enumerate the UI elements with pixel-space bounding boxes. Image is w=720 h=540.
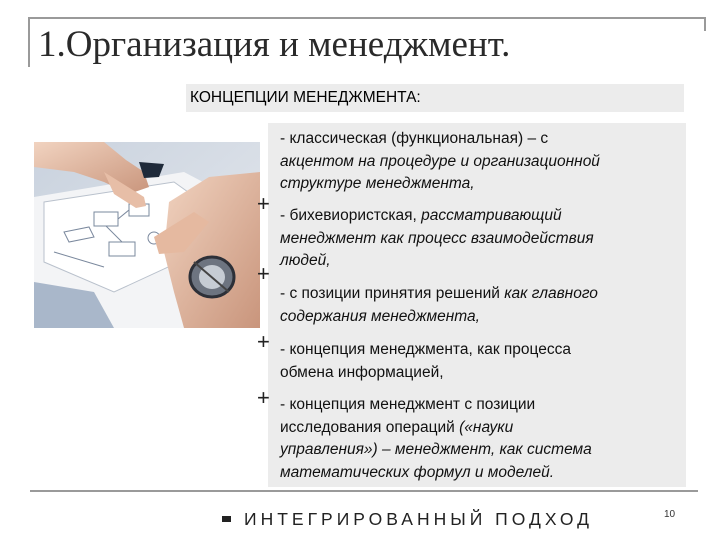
- plus-marker: +: [257, 385, 270, 410]
- plain-text: - бихевиористская,: [280, 207, 417, 224]
- footer-bullet-icon: [222, 516, 231, 522]
- concept-item-classical: [280, 128, 684, 196]
- item-line: [280, 394, 684, 417]
- plain-text: - концепция менеджмент с позиции: [280, 396, 536, 413]
- plus-marker: +: [257, 261, 270, 286]
- footer-heading: ИНТЕГРИРОВАННЫЙ ПОДХОД: [244, 509, 594, 529]
- italic-text: структуре менеджмента,: [280, 175, 475, 192]
- item-line: [280, 417, 684, 440]
- hands-with-documents-photo: [34, 142, 260, 328]
- item-line: [280, 283, 684, 306]
- item-line: [280, 205, 684, 228]
- slide-subtitle: КОНЦЕПЦИИ МЕНЕДЖМЕНТА:: [190, 89, 421, 106]
- item-line: [280, 250, 684, 273]
- frame-left-line: [28, 17, 30, 67]
- italic-text: («науки: [454, 418, 514, 436]
- item-line: [280, 128, 684, 151]
- item-line: [280, 173, 684, 196]
- plus-marker: +: [257, 191, 270, 216]
- page-number: 10: [664, 509, 676, 520]
- italic-text: управления») – менеджмент, как система: [280, 441, 592, 458]
- italic-text: как главного: [499, 285, 598, 302]
- frame-top-line: [28, 17, 706, 19]
- italic-text: содержания менеджмента,: [280, 307, 480, 325]
- plain-text: - классическая (функциональная) – с: [280, 130, 549, 147]
- subtitle-bar: [186, 84, 684, 112]
- italic-text: акцентом на процедуре и организационной: [280, 152, 600, 170]
- item-line: [280, 228, 684, 251]
- slide-title: 1.Организация и менеджмент.: [38, 24, 511, 65]
- concept-item-behavioral: [280, 205, 684, 273]
- italic-text: математических формул и моделей.: [280, 463, 554, 481]
- italic-text: менеджмент как процесс взаимодействия: [280, 229, 594, 247]
- plain-text: - с позиции принятия решений: [280, 285, 500, 302]
- item-line: [280, 362, 684, 385]
- item-line: [280, 462, 684, 485]
- item-line: [280, 151, 684, 174]
- item-line: [280, 339, 684, 362]
- frame-right-tick: [704, 17, 706, 31]
- plain-text: - концепция менеджмента, как процесса: [280, 341, 571, 358]
- concept-item-operations-research: [280, 394, 684, 484]
- plain-text: обмена информацией,: [280, 363, 444, 381]
- item-line: [280, 439, 684, 462]
- concept-item-information: [280, 339, 684, 384]
- italic-text: рассматривающий: [416, 207, 562, 224]
- italic-text: людей,: [280, 252, 331, 269]
- plain-text: исследования операций: [280, 418, 455, 436]
- item-line: [280, 306, 684, 329]
- concept-item-decisions: [280, 283, 684, 328]
- footer-divider: [30, 490, 698, 492]
- plus-marker: +: [257, 329, 270, 354]
